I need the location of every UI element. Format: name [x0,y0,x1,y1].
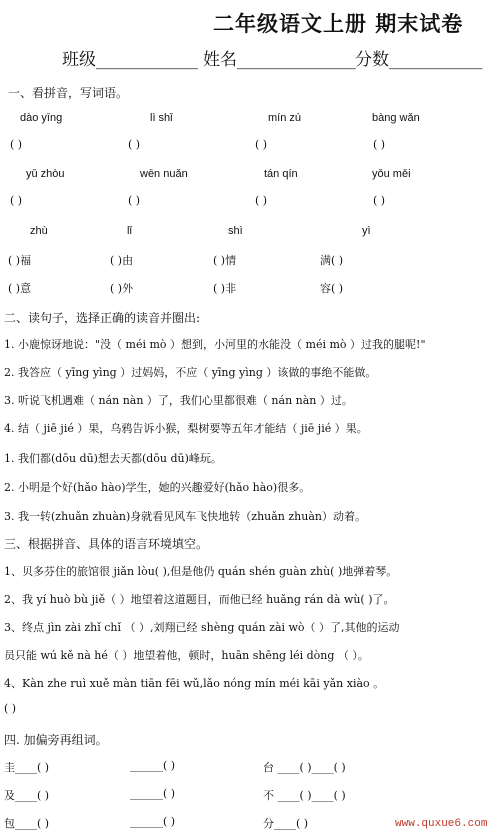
question-line: 1、贝多芬住的旅馆很 jiǎn lòu( ),但是他仍 quán shén guàn zhù( )地弹着琴。 [4,565,398,578]
pinyin: mín zú [268,112,302,124]
score-field: 分数___________ [355,50,483,70]
answer-blank: ( ) [128,194,141,207]
radical-row: ______( ) [130,759,176,772]
question-line: 1. 小鹿惊讶地说："没（ méi mò ）想到，小河里的水能没（ méi mò ）过我的腿呢!" [4,338,426,351]
radical-row: 包____( ) [4,817,50,830]
radical-row: 不 ____( )____( ) [263,789,346,802]
section-2-heading: 二、读句子，选择正确的读音并圈出: [4,311,201,325]
question-line: 3. 听说飞机遇难（ nán nàn ）了，我们心里都很难（ nán nàn ）过。 [4,394,353,407]
pinyin: yǔ zhòu [26,168,65,180]
word-blank: 容( ) [320,282,344,295]
question-line: 2. 小明是个好(hǎo hào)学生，她的兴趣爱好(hǎo hào)很多。 [4,481,311,494]
question-line: 1. 我们都(dōu dū)想去天都(dōu dū)峰玩。 [4,452,222,465]
word-blank: ( )非 [213,282,237,295]
word-blank: 满( ) [320,254,344,267]
question-line: 员只能 wú kě nà hé（ ）地望着他，顿时，huān shēng léi dòng （ ）。 [4,649,369,662]
pinyin: yǒu měi [372,168,411,180]
answer-blank: ( ) [255,138,268,151]
pinyin: zhù [30,225,48,237]
section-3-heading: 三、根据拼音、具体的语言环境填空。 [4,537,209,551]
section-4-heading: 四. 加偏旁再组词。 [4,733,108,747]
radical-row: ______( ) [130,787,176,800]
pinyin: dào yīng [20,112,63,124]
pinyin: bàng wǎn [372,112,420,124]
word-blank: ( )福 [8,254,32,267]
answer-blank: ( ) [255,194,268,207]
pinyin: wēn nuǎn [140,168,188,180]
word-blank: ( )情 [213,254,237,267]
name-field: 姓名______________ [203,50,356,70]
word-blank: ( )由 [110,254,134,267]
pinyin: tán qín [264,168,298,180]
site-watermark: www.quxue6.com [395,818,488,830]
class-field: 班级____________ [62,50,198,70]
answer-blank: ( ) [373,194,386,207]
radical-row: 分____( ) [263,817,309,830]
question-line: 3. 我一转(zhuǎn zhuàn)身就看见风车飞快地转（zhuǎn zhuàn）动着。 [4,510,366,523]
page-title: 二年级语文上册 期末试卷 [213,12,464,36]
question-line: 3、终点 jìn zài zhǐ chǐ （ ）,刘翔已经 shèng quán zài wò（ ）了,其他的运动 [4,621,400,634]
radical-row: 及____( ) [4,789,50,802]
pinyin: lì shǐ [150,112,173,124]
answer-blank: ( ) [373,138,386,151]
section-1-heading: 一、看拼音，写词语。 [8,86,129,100]
answer-blank: ( ) [10,194,23,207]
answer-blank: ( ) [10,138,23,151]
pinyin: shì [228,225,243,237]
question-line: 4. 结（ jiē jié ）果，乌鸦告诉小猴，梨树要等五年才能结（ jiē jié ）果。 [4,422,368,435]
radical-row: 台 ____( )____( ) [263,761,346,774]
word-blank: ( )外 [110,282,134,295]
pinyin: lǐ [127,225,132,237]
radical-row: ______( ) [130,815,176,828]
word-blank: ( )意 [8,282,32,295]
question-line: 2、我 yí huò bù jiě（ ）地望着这道题目，而他已经 huǎng rán dà wù( )了。 [4,593,395,606]
question-line: 2. 我答应（ yīng yìng ）过妈妈，不应（ yīng yìng ）该做的事绝不能做。 [4,366,377,379]
question-line: 4、Kàn zhe ruì xuě màn tiān fēi wǔ,lǎo nóng mín méi kāi yǎn xiào 。 [4,677,385,690]
answer-blank: ( ) [4,702,17,715]
radical-row: 圭____( ) [4,761,50,774]
pinyin: yì [362,225,371,237]
answer-blank: ( ) [128,138,141,151]
